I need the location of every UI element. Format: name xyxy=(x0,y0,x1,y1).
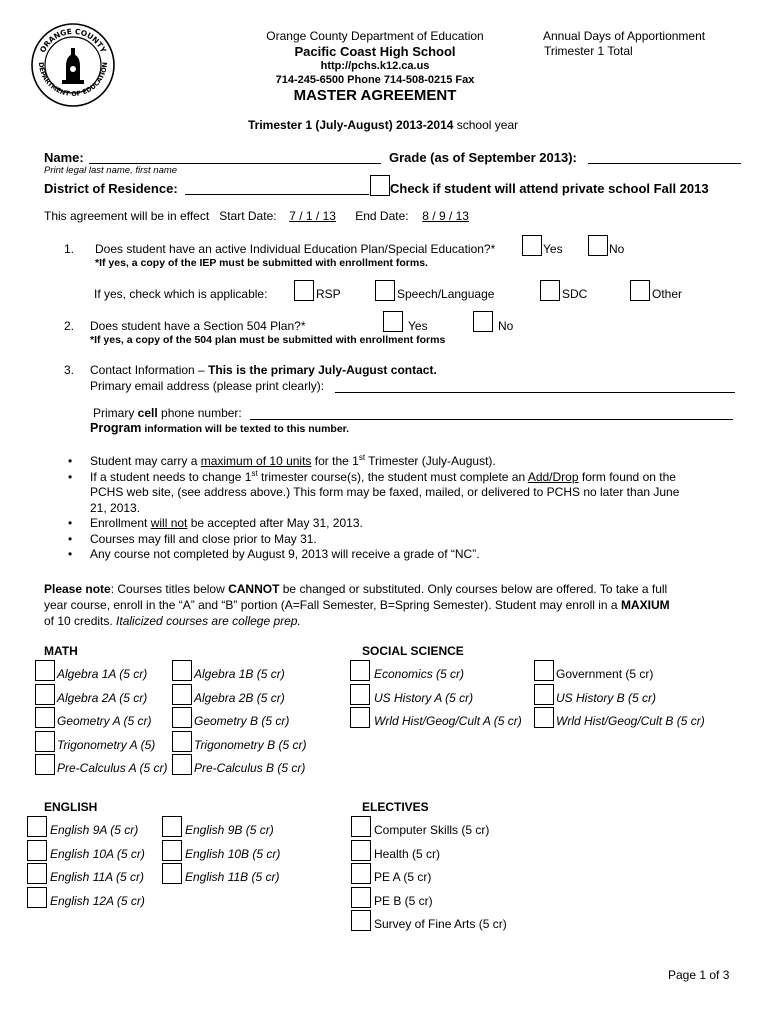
email-field[interactable] xyxy=(335,392,735,393)
english-course-a-checkbox[interactable] xyxy=(27,816,47,837)
math-course-a-checkbox[interactable] xyxy=(35,660,55,681)
math-course-a-label: Geometry A (5 cr) xyxy=(57,714,152,728)
elective-course-checkbox[interactable] xyxy=(351,840,371,861)
english-course-a-checkbox[interactable] xyxy=(27,840,47,861)
math-course-a-checkbox[interactable] xyxy=(35,731,55,752)
sdc-checkbox[interactable] xyxy=(540,280,560,301)
social-science-course-b-label: US History B (5 cr) xyxy=(556,690,657,705)
trimester-total-label: Trimester 1 Total xyxy=(544,44,633,58)
english-course-a-label: English 10A (5 cr) xyxy=(50,846,145,861)
seal-bottom-text: DEPARTMENT OF EDUCATION xyxy=(36,61,110,99)
q2-yes-label: Yes xyxy=(408,319,428,333)
department-name: Orange County Department of Education xyxy=(266,29,484,43)
list-item-continued: PCHS web site, (see address above.) This form may be faxed, mailed, or delivered to PCHS no later than June xyxy=(90,485,680,499)
elective-course-checkbox[interactable] xyxy=(351,887,371,908)
q1-applicable-label: If yes, check which is applicable: xyxy=(94,287,268,301)
social-science-course-a-checkbox[interactable] xyxy=(350,707,370,728)
math-heading: MATH xyxy=(44,644,78,658)
social-science-course-a-checkbox[interactable] xyxy=(350,684,370,705)
english-course-a-checkbox[interactable] xyxy=(27,863,47,884)
english-course-a-label: English 11A (5 cr) xyxy=(50,870,145,884)
school-name: Pacific Coast High School xyxy=(294,44,456,59)
social-science-course-b-checkbox[interactable] xyxy=(534,684,554,705)
elective-course-checkbox[interactable] xyxy=(351,816,371,837)
q3-number: 3. xyxy=(64,363,75,377)
end-date-value: 8 / 9 / 13 xyxy=(422,209,469,223)
list-item-continued: 21, 2013. xyxy=(90,500,141,515)
social-science-course-a-label: US History A (5 cr) xyxy=(374,690,474,705)
math-course-b-label: Pre-Calculus B (5 cr) xyxy=(194,761,306,775)
english-course-a-label: English 9A (5 cr) xyxy=(50,823,139,837)
document-title: MASTER AGREEMENT xyxy=(293,87,457,104)
math-course-b-label: Geometry B (5 cr) xyxy=(194,714,290,728)
social-science-course-b-checkbox[interactable] xyxy=(534,660,554,681)
rules-list xyxy=(68,453,680,563)
english-course-b-label: English 10B (5 cr) xyxy=(185,846,281,861)
list-item: • If a student needs to change 1st trimester course(s), the student must complete an Add/Drop form found on the xyxy=(68,468,676,484)
cell-phone-field[interactable] xyxy=(250,419,733,420)
math-course-b-label: Trigonometry B (5 cr) xyxy=(194,737,307,752)
grade-label: Grade (as of September 2013): xyxy=(389,150,577,165)
name-label: Name: xyxy=(44,150,84,165)
rsp-checkbox[interactable] xyxy=(294,280,314,301)
math-course-b-checkbox[interactable] xyxy=(172,660,192,681)
q1-no-label: No xyxy=(609,242,625,256)
english-heading: ENGLISH xyxy=(44,800,98,814)
q3-cell-label: Primary cell phone number: xyxy=(93,406,242,420)
note-line-1: Please note: Courses titles below CANNOT be changed or substituted. Only courses below are offered. To take a full xyxy=(44,582,668,596)
other-label: Other xyxy=(652,287,683,301)
q2-text: Does student have a Section 504 Plan?* xyxy=(90,319,306,333)
speech-language-checkbox[interactable] xyxy=(375,280,395,301)
list-item: • Any course not completed by August 9, 2013 will receive a grade of “NC”. xyxy=(68,547,480,561)
q1-text: Does student have an active Individual Education Plan/Special Education?* xyxy=(95,242,496,256)
q1-note: *If yes, a copy of the IEP must be submitted with enrollment forms. xyxy=(95,257,428,269)
grade-field[interactable] xyxy=(588,163,741,164)
q1-yes-checkbox[interactable] xyxy=(522,235,542,256)
elective-course-label: Health (5 cr) xyxy=(374,846,441,861)
q2-no-label: No xyxy=(498,319,514,333)
district-label: District of Residence: xyxy=(44,181,178,196)
social-science-heading: SOCIAL SCIENCE xyxy=(362,644,464,658)
english-course-b-checkbox[interactable] xyxy=(162,816,182,837)
math-course-a-checkbox[interactable] xyxy=(35,754,55,775)
math-course-a-checkbox[interactable] xyxy=(35,684,55,705)
list-item: • Courses may fill and close prior to May 31. xyxy=(68,531,317,546)
orange-county-seal-icon xyxy=(30,22,116,108)
social-science-course-b-checkbox[interactable] xyxy=(534,707,554,728)
q3-email-label: Primary email address (please print clearly): xyxy=(90,379,325,393)
other-checkbox[interactable] xyxy=(630,280,650,301)
math-course-b-checkbox[interactable] xyxy=(172,754,192,775)
english-course-b-checkbox[interactable] xyxy=(162,863,182,884)
math-course-a-checkbox[interactable] xyxy=(35,707,55,728)
q3-text: Contact Information – This is the primary July-August contact. xyxy=(90,363,437,377)
q2-number: 2. xyxy=(64,319,75,333)
rsp-label: RSP xyxy=(316,287,341,301)
social-science-course-b-label: Wrld Hist/Geog/Cult B (5 cr) xyxy=(556,714,705,728)
q2-note: *If yes, a copy of the 504 plan must be submitted with enrollment forms xyxy=(90,334,446,346)
elective-course-checkbox[interactable] xyxy=(351,910,371,931)
math-course-a-label: Algebra 1A (5 cr) xyxy=(57,667,148,681)
term-line: Trimester 1 (July-August) 2013-2014 school year xyxy=(248,118,519,132)
social-science-course-a-checkbox[interactable] xyxy=(350,660,370,681)
english-course-a-label: English 12A (5 cr) xyxy=(50,893,145,908)
sdc-label: SDC xyxy=(562,287,588,301)
note-line-3: of 10 credits. Italicized courses are college prep. xyxy=(44,614,301,628)
math-course-b-label: Algebra 2B (5 cr) xyxy=(194,690,285,705)
q1-number: 1. xyxy=(64,242,75,256)
english-course-b-checkbox[interactable] xyxy=(162,840,182,861)
social-science-course-a-label: Economics (5 cr) xyxy=(374,667,465,681)
q2-yes-checkbox[interactable] xyxy=(383,311,403,332)
math-course-a-label: Algebra 2A (5 cr) xyxy=(57,690,148,705)
speech-language-label: Speech/Language xyxy=(397,287,495,301)
phone-fax: 714-245-6500 Phone 714-508-0215 Fax xyxy=(275,74,475,86)
elective-course-label: Survey of Fine Arts (5 cr) xyxy=(374,917,507,931)
math-course-b-checkbox[interactable] xyxy=(172,731,192,752)
q1-yes-label: Yes xyxy=(543,242,563,256)
english-course-b-label: English 11B (5 cr) xyxy=(185,870,280,884)
name-field[interactable] xyxy=(89,163,381,164)
list-item: • Student may carry a maximum of 10 units for the 1st Trimester (July-August). xyxy=(68,453,496,468)
math-course-b-label: Algebra 1B (5 cr) xyxy=(194,667,285,681)
social-science-course-b-label: Government (5 cr) xyxy=(556,667,654,681)
elective-course-checkbox[interactable] xyxy=(351,863,371,884)
q1-no-checkbox[interactable] xyxy=(588,235,608,256)
elective-course-label: Computer Skills (5 cr) xyxy=(374,823,490,837)
seal-top-text: ORANGE COUNTY xyxy=(38,26,108,55)
electives-heading: ELECTIVES xyxy=(362,800,429,814)
elective-course-label: PE A (5 cr) xyxy=(374,870,432,884)
start-date-value: 7 / 1 / 13 xyxy=(289,209,336,223)
apportionment-label: Annual Days of Apportionment xyxy=(543,29,706,43)
elective-course-label: PE B (5 cr) xyxy=(374,893,433,908)
math-course-a-label: Pre-Calculus A (5 cr) xyxy=(57,761,168,775)
name-hint: Print legal last name, first name xyxy=(44,165,178,176)
list-item: • Enrollment will not be accepted after May 31, 2013. xyxy=(68,516,363,530)
agreement-dates: This agreement will be in effect Start Date: 7 / 1 / 13 End Date: 8 / 9 / 13 xyxy=(44,209,483,223)
math-course-b-checkbox[interactable] xyxy=(172,684,192,705)
q3-program-note: Program information will be texted to this number. xyxy=(90,421,350,435)
page-number: Page 1 of 3 xyxy=(668,968,730,982)
note-line-2: year course, enroll in the “A” and “B” portion (A=Fall Semester, B=Spring Semester). Student may enroll in a MAXIUM xyxy=(44,598,670,612)
private-school-checkbox[interactable] xyxy=(370,175,390,196)
social-science-course-a-label: Wrld Hist/Geog/Cult A (5 cr) xyxy=(374,714,522,728)
private-school-label: Check if student will attend private school Fall 2013 xyxy=(390,181,709,196)
school-url[interactable]: http://pchs.k12.ca.us xyxy=(320,60,430,72)
math-course-b-checkbox[interactable] xyxy=(172,707,192,728)
math-course-a-label: Trigonometry A (5) xyxy=(57,737,156,752)
english-course-a-checkbox[interactable] xyxy=(27,887,47,908)
q2-no-checkbox[interactable] xyxy=(473,311,493,332)
english-course-b-label: English 9B (5 cr) xyxy=(185,823,274,837)
district-field[interactable] xyxy=(185,194,369,195)
